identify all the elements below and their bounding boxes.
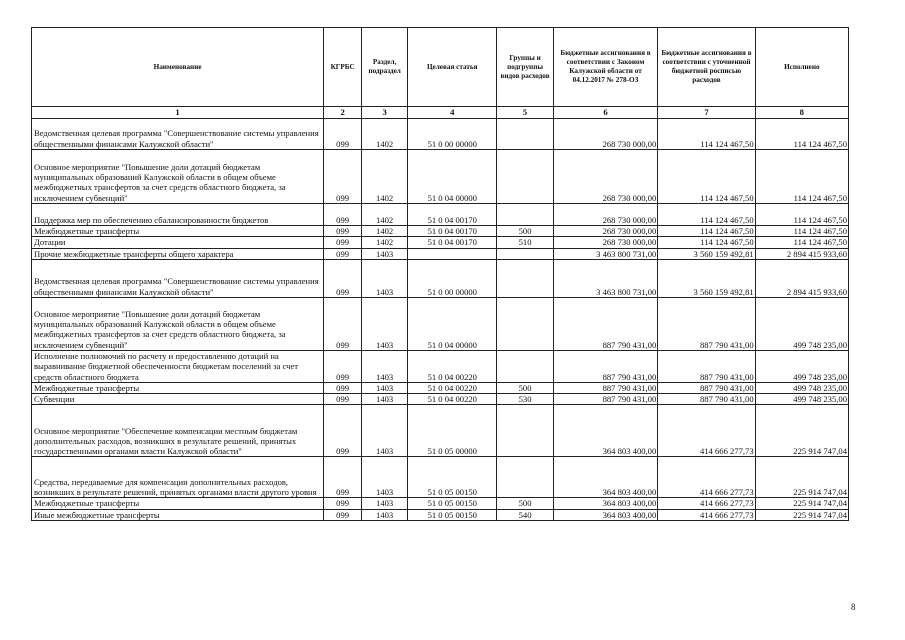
header-kgrbs: КГРБС <box>324 28 362 107</box>
row-law-amount: 364 803 400,00 <box>553 498 658 509</box>
row-law-amount: 887 790 431,00 <box>553 350 658 382</box>
table-row <box>32 394 849 405</box>
row-target: 51 0 04 00170 <box>408 204 497 226</box>
row-law-amount: 268 730 000,00 <box>553 226 658 237</box>
row-group: 500 <box>497 382 553 393</box>
row-group <box>497 457 553 498</box>
row-name: Основное мероприятие "Обеспечение компенсации местным бюджетам дополнительных расходов, возникших в результате решений, принятых государственными органами власти Калужской области" <box>32 405 324 457</box>
row-group: 500 <box>497 498 553 509</box>
row-name: Средства, передаваемые для компенсации дополнительных расходов, возникших в результате решений, принятых органами власти другого уровня <box>32 457 324 498</box>
header-name: Наименование <box>32 28 324 107</box>
row-name: Дотации <box>32 237 324 248</box>
row-group <box>497 204 553 226</box>
row-name: Основное мероприятие "Повышение доли дотаций бюджетам муниципальных образований Калужской области в общем объеме межбюджетных трансфертов за счет средств областного бюджета, за исключением субвенций" <box>32 150 324 204</box>
table-row <box>32 226 849 237</box>
row-executed-amount: 114 124 467,50 <box>755 226 848 237</box>
row-revised-amount: 114 124 467,50 <box>658 204 755 226</box>
row-revised-amount: 887 790 431,00 <box>658 394 755 405</box>
header-row <box>32 28 849 107</box>
table-row <box>32 248 849 259</box>
row-group <box>497 405 553 457</box>
header-groups: Группы и подгруппы видов расходов <box>497 28 553 107</box>
row-name: Ведомственная целевая программа "Совершенствование системы управления общественными финансами Калужской области" <box>32 119 324 150</box>
row-name: Субвенции <box>32 394 324 405</box>
row-executed-amount: 114 124 467,50 <box>755 204 848 226</box>
table-row <box>32 204 849 226</box>
table-row <box>32 297 849 350</box>
table-row <box>32 150 849 204</box>
row-revised-amount: 114 124 467,50 <box>658 119 755 150</box>
table-body <box>32 119 849 521</box>
row-law-amount: 887 790 431,00 <box>553 382 658 393</box>
page-number: 8 <box>851 602 856 612</box>
row-target: 51 0 04 00000 <box>408 150 497 204</box>
row-target: 51 0 05 00150 <box>408 498 497 509</box>
row-group <box>497 350 553 382</box>
row-section: 1403 <box>362 394 408 405</box>
row-revised-amount: 414 666 277,73 <box>658 405 755 457</box>
row-target: 51 0 04 00000 <box>408 297 497 350</box>
row-kgrbs: 099 <box>324 350 362 382</box>
row-section: 1403 <box>362 259 408 297</box>
row-section: 1402 <box>362 204 408 226</box>
row-revised-amount: 3 560 159 492,81 <box>658 259 755 297</box>
column-number: 3 <box>362 107 408 119</box>
header-executed: Исполнено <box>755 28 848 107</box>
row-law-amount: 268 730 000,00 <box>553 237 658 248</box>
table-row <box>32 350 849 382</box>
header-section: Раздел, подраздел <box>362 28 408 107</box>
row-target: 51 0 05 00000 <box>408 405 497 457</box>
row-law-amount: 268 730 000,00 <box>553 150 658 204</box>
row-kgrbs: 099 <box>324 119 362 150</box>
row-law-amount: 364 803 400,00 <box>553 457 658 498</box>
row-kgrbs: 099 <box>324 509 362 520</box>
row-section: 1402 <box>362 226 408 237</box>
row-kgrbs: 099 <box>324 394 362 405</box>
row-revised-amount: 114 124 467,50 <box>658 237 755 248</box>
budget-table <box>31 27 849 521</box>
column-number: 4 <box>408 107 497 119</box>
row-executed-amount: 499 748 235,00 <box>755 382 848 393</box>
row-executed-amount: 2 894 415 933,60 <box>755 259 848 297</box>
row-group: 530 <box>497 394 553 405</box>
row-name: Иные межбюджетные трансферты <box>32 509 324 520</box>
row-name: Межбюджетные трансферты <box>32 498 324 509</box>
row-name: Межбюджетные трансферты <box>32 382 324 393</box>
row-kgrbs: 099 <box>324 237 362 248</box>
row-executed-amount: 499 748 235,00 <box>755 297 848 350</box>
row-target: 51 0 04 00170 <box>408 226 497 237</box>
row-executed-amount: 499 748 235,00 <box>755 350 848 382</box>
row-target: 51 0 00 00000 <box>408 119 497 150</box>
row-kgrbs: 099 <box>324 150 362 204</box>
header-target: Целевая статья <box>408 28 497 107</box>
row-group <box>497 259 553 297</box>
row-name: Межбюджетные трансферты <box>32 226 324 237</box>
table-row <box>32 405 849 457</box>
row-group: 540 <box>497 509 553 520</box>
row-section: 1403 <box>362 509 408 520</box>
row-kgrbs: 099 <box>324 259 362 297</box>
row-law-amount: 3 463 800 731,00 <box>553 259 658 297</box>
row-name: Прочие межбюджетные трансферты общего характера <box>32 248 324 259</box>
table-row <box>32 237 849 248</box>
column-number: 6 <box>553 107 658 119</box>
row-name: Исполнение полномочий по расчету и предоставлению дотаций на выравнивание бюджетной обеспеченности бюджетам поселений за счет средств областного бюджета <box>32 350 324 382</box>
column-number: 8 <box>755 107 848 119</box>
row-law-amount: 268 730 000,00 <box>553 204 658 226</box>
table-row <box>32 498 849 509</box>
row-group <box>497 119 553 150</box>
row-law-amount: 887 790 431,00 <box>553 297 658 350</box>
row-executed-amount: 225 914 747,04 <box>755 498 848 509</box>
row-kgrbs: 099 <box>324 498 362 509</box>
row-target <box>408 248 497 259</box>
row-target: 51 0 00 00000 <box>408 259 497 297</box>
column-number: 1 <box>32 107 324 119</box>
row-target: 51 0 04 00220 <box>408 394 497 405</box>
row-section: 1402 <box>362 237 408 248</box>
row-executed-amount: 2 894 415 933,60 <box>755 248 848 259</box>
row-kgrbs: 099 <box>324 405 362 457</box>
row-group <box>497 297 553 350</box>
table-row <box>32 119 849 150</box>
table-row <box>32 382 849 393</box>
row-group <box>497 248 553 259</box>
row-target: 51 0 04 00170 <box>408 237 497 248</box>
row-kgrbs: 099 <box>324 457 362 498</box>
row-group: 500 <box>497 226 553 237</box>
row-executed-amount: 225 914 747,04 <box>755 509 848 520</box>
row-target: 51 0 04 00220 <box>408 350 497 382</box>
row-group <box>497 150 553 204</box>
row-revised-amount: 887 790 431,00 <box>658 350 755 382</box>
row-kgrbs: 099 <box>324 297 362 350</box>
table-row <box>32 457 849 498</box>
row-section: 1403 <box>362 498 408 509</box>
row-revised-amount: 114 124 467,50 <box>658 226 755 237</box>
row-executed-amount: 499 748 235,00 <box>755 394 848 405</box>
table-row <box>32 509 849 520</box>
row-executed-amount: 114 124 467,50 <box>755 150 848 204</box>
row-section: 1403 <box>362 382 408 393</box>
column-number: 2 <box>324 107 362 119</box>
row-executed-amount: 225 914 747,04 <box>755 405 848 457</box>
row-name: Поддержка мер по обеспечению сбалансированности бюджетов <box>32 204 324 226</box>
row-section: 1403 <box>362 297 408 350</box>
row-target: 51 0 05 00150 <box>408 509 497 520</box>
row-revised-amount: 887 790 431,00 <box>658 382 755 393</box>
row-section: 1403 <box>362 248 408 259</box>
row-revised-amount: 3 560 159 492,81 <box>658 248 755 259</box>
row-target: 51 0 05 00150 <box>408 457 497 498</box>
budget-table-sheet <box>31 27 849 521</box>
row-law-amount: 364 803 400,00 <box>553 405 658 457</box>
row-section: 1403 <box>362 405 408 457</box>
row-revised-amount: 414 666 277,73 <box>658 457 755 498</box>
row-executed-amount: 114 124 467,50 <box>755 237 848 248</box>
row-law-amount: 3 463 800 731,00 <box>553 248 658 259</box>
row-target: 51 0 04 00220 <box>408 382 497 393</box>
header-revised-budget: Бюджетные ассигнования в соответствии с уточненной бюджетной росписью расходов <box>658 28 755 107</box>
row-kgrbs: 099 <box>324 226 362 237</box>
row-revised-amount: 114 124 467,50 <box>658 150 755 204</box>
row-law-amount: 364 803 400,00 <box>553 509 658 520</box>
row-kgrbs: 099 <box>324 204 362 226</box>
row-kgrbs: 099 <box>324 248 362 259</box>
row-executed-amount: 225 914 747,04 <box>755 457 848 498</box>
row-executed-amount: 114 124 467,50 <box>755 119 848 150</box>
row-group: 510 <box>497 237 553 248</box>
row-revised-amount: 414 666 277,73 <box>658 498 755 509</box>
row-law-amount: 268 730 000,00 <box>553 119 658 150</box>
row-revised-amount: 414 666 277,73 <box>658 509 755 520</box>
column-number: 7 <box>658 107 755 119</box>
row-law-amount: 887 790 431,00 <box>553 394 658 405</box>
row-section: 1403 <box>362 457 408 498</box>
row-kgrbs: 099 <box>324 382 362 393</box>
column-number-row <box>32 107 849 119</box>
column-number: 5 <box>497 107 553 119</box>
table-row <box>32 259 849 297</box>
row-section: 1402 <box>362 150 408 204</box>
header-law-budget: Бюджетные ассигнования в соответствии с Законом Калужской области от 04.12.2017 № 278-ОЗ <box>553 28 658 107</box>
row-section: 1402 <box>362 119 408 150</box>
row-name: Основное мероприятие "Повышение доли дотаций бюджетам муниципальных образований Калужской области в общем объеме межбюджетных трансфертов за счет средств областного бюджета, за исключением субвенций" <box>32 297 324 350</box>
row-revised-amount: 887 790 431,00 <box>658 297 755 350</box>
row-section: 1403 <box>362 350 408 382</box>
row-name: Ведомственная целевая программа "Совершенствование системы управления общественными финансами Калужской области" <box>32 259 324 297</box>
